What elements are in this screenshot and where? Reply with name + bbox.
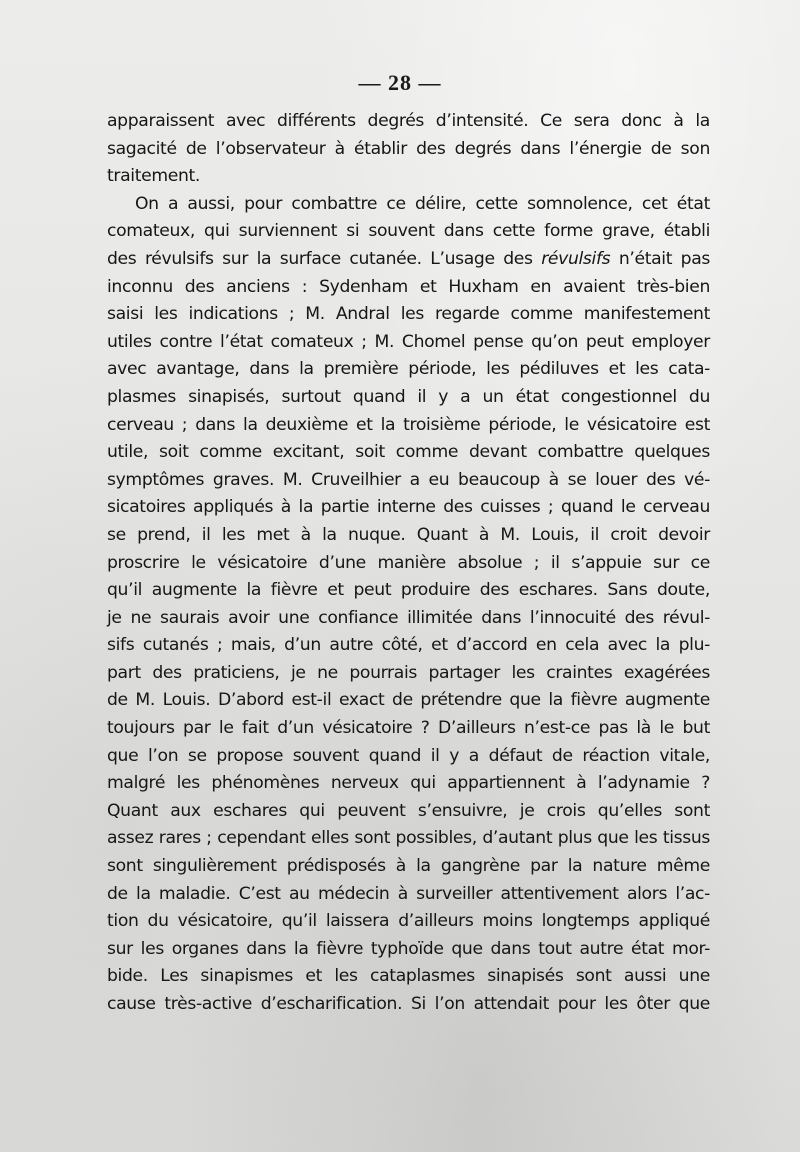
text-line: assez rares ; cependant elles sont possibles, d’autant plus que les tissus (107, 828, 710, 849)
text-line: On a aussi, pour combattre ce délire, cette somnolence, cet état (135, 193, 710, 214)
text-line: qu’il augmente la fièvre et peut produire des eschares. Sans doute, (107, 580, 710, 601)
text-line: sagacité de l’observateur à établir des degrés dans l’énergie de son (107, 138, 710, 159)
text-line: des révulsifs sur la surface cutanée. L’usage des révulsifs n’était pas (107, 248, 710, 269)
text-line: traitement. (107, 166, 200, 187)
text-line: avec avantage, dans la première période, les pédiluves et les cata- (107, 359, 710, 380)
text-line: apparaissent avec différents degrés d’intensité. Ce sera donc à la (107, 111, 710, 131)
text-line: symptômes graves. M. Cruveilhier a eu beaucoup à se louer des vé- (107, 469, 710, 490)
text-line: part des praticiens, je ne pourrais partager les craintes exagérées (107, 662, 710, 683)
text-line: inconnu des anciens : Sydenham et Huxham en avaient très-bien (107, 276, 710, 297)
text-line: sicatoires appliqués à la partie interne des cuisses ; quand le cerveau (107, 497, 710, 518)
text-line: Quant aux eschares qui peuvent s’ensuivre, je crois qu’elles sont (107, 800, 710, 821)
page-number: — 28 — (358, 70, 442, 95)
paragraph-2 (107, 191, 710, 1019)
text-line: sifs cutanés ; mais, d’un autre côté, et d’accord en cela avec la plu- (107, 635, 710, 656)
text-line: proscrire le vésicatoire d’une manière absolue ; il s’appuie sur ce (107, 552, 710, 573)
text-line: utiles contre l’état comateux ; M. Chomel pense qu’on peut employer (107, 331, 710, 352)
text-line: que l’on se propose souvent quand il y a défaut de réaction vitale, (107, 745, 710, 766)
text-line: tion du vésicatoire, qu’il laissera d’ailleurs moins longtemps appliqué (107, 911, 710, 932)
text-line: cause très-active d’escharification. Si l’on attendait pour les ôter que (107, 994, 710, 1014)
text-line: se prend, il les met à la nuque. Quant à M. Louis, il croit devoir (107, 524, 710, 545)
text-line: malgré les phénomènes nerveux qui appartiennent à l’adynamie ? (107, 773, 710, 794)
text-line: sont singulièrement prédisposés à la gangrène par la nature même (107, 856, 710, 877)
text-line: utile, soit comme excitant, soit comme devant combattre quelques (107, 442, 710, 463)
text-line: cerveau ; dans la deuxième et la troisième période, le vésicatoire est (107, 414, 710, 435)
text-line: comateux, qui surviennent si souvent dans cette forme grave, établi (107, 221, 710, 242)
text-line: plasmes sinapisés, surtout quand il y a un état congestionnel du (107, 386, 710, 407)
text-line: sur les organes dans la fièvre typhoïde que dans tout autre état mor- (107, 938, 710, 959)
body-text (107, 108, 710, 1019)
text-line: toujours par le fait d’un vésicatoire ? D’ailleurs n’est-ce pas là le but (107, 718, 710, 739)
text-line: saisi les indications ; M. Andral les regarde comme manifestement (107, 304, 710, 325)
paragraph-1 (107, 108, 710, 191)
text-line: de M. Louis. D’abord est-il exact de prétendre que la fièvre augmente (107, 690, 710, 711)
text-line: de la maladie. C’est au médecin à surveiller attentivement alors l’ac- (107, 883, 710, 904)
text-line: bide. Les sinapismes et les cataplasmes sinapisés sont aussi une (107, 966, 710, 987)
italic-word: révulsifs (541, 248, 611, 269)
text-line: je ne saurais avoir une confiance illimitée dans l’innocuité des révul- (107, 607, 710, 628)
